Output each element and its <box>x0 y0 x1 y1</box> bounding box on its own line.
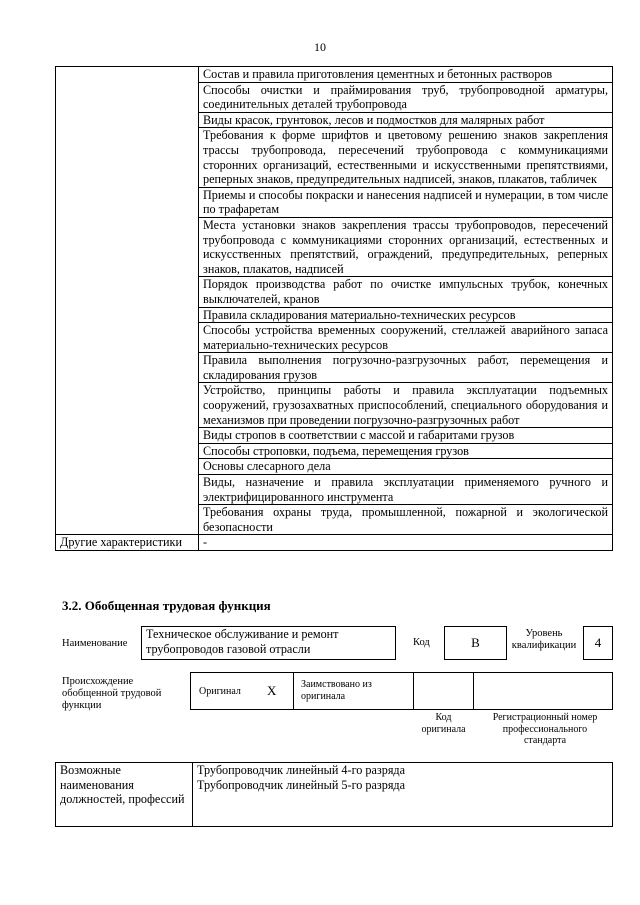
requirement-text: Требования к форме шрифтов и цветовому решению знаков закрепления трассы трубопровода, пересечений трубопровода с коммуникациями сторонних организаций, естественными и искусственными препятствиями, реперных знаков, предупредительных надписей, знаков, плакатов, табличек <box>199 128 613 187</box>
code-label: Код <box>413 637 430 648</box>
borrowed-label: Заимствовано из оригинала <box>301 679 372 702</box>
requirement-text: Способы строповки, подъема, перемещения грузов <box>199 443 613 459</box>
requirement-row <box>56 67 613 83</box>
requirement-text: Основы слесарного дела <box>199 459 613 475</box>
requirement-text: Способы устройства временных сооружений, стеллажей аварийного запаса материально-технических ресурсов <box>199 323 613 353</box>
position-item: Трубопроводчик линейный 4-го разряда <box>197 763 406 777</box>
knowledge-requirements-table <box>55 66 613 551</box>
other-characteristics-label: Другие характеристики <box>56 535 199 551</box>
other-characteristics-value: - <box>199 535 613 551</box>
positions-label: Возможные наименования должностей, профессий <box>56 763 193 827</box>
requirements-label-cell <box>56 67 199 535</box>
registration-number-box <box>473 672 613 710</box>
level-value-box <box>583 626 613 660</box>
requirement-text: Приемы и способы покраски и нанесения надписей и нумерации, в том числе по трафаретам <box>199 187 613 217</box>
borrowed-box <box>293 672 414 710</box>
original-label: Оригинал <box>199 686 241 697</box>
original-code-caption: Код оригинала <box>421 712 466 735</box>
requirement-text: Места установки знаков закрепления трассы трубопроводов, пересечений трубопровода с коммуникациями сторонних организаций, естественных и искусственных препятствий, ограждений, предупредительных, реперных знаков, плакатов, надписей <box>199 217 613 276</box>
requirement-text: Порядок производства работ по очистке импульсных трубок, конечных выключателей, кранов <box>199 277 613 307</box>
requirement-text: Правила выполнения погрузочно-разгрузочных работ, перемещения и складирования грузов <box>199 353 613 383</box>
name-label: Наименование <box>62 638 128 649</box>
positions-table <box>55 762 613 827</box>
original-box <box>190 672 294 710</box>
function-name-value: Техническое обслуживание и ремонт трубопроводов газовой отрасли <box>146 627 339 656</box>
page-number: 10 <box>314 40 326 54</box>
requirement-text: Виды, назначение и правила эксплуатации применяемого ручного и электрифицированного инструмента <box>199 475 613 505</box>
original-mark: X <box>267 683 277 698</box>
section-heading: 3.2. Обобщенная трудовая функция <box>62 598 271 613</box>
original-code-box <box>413 672 474 710</box>
requirement-text: Виды стропов в соответствии с массой и габаритами грузов <box>199 428 613 444</box>
requirement-text: Требования охраны труда, промышленной, пожарной и экологической безопасности <box>199 505 613 535</box>
function-name-box <box>141 626 396 660</box>
registration-number-caption: Регистрационный номер профессионального стандарта <box>492 712 598 746</box>
requirement-text: Правила складирования материально-технических ресурсов <box>199 307 613 323</box>
code-value-box <box>444 626 507 660</box>
other-characteristics-row <box>56 535 613 551</box>
code-value: B <box>471 635 480 650</box>
requirement-text: Устройство, принципы работы и правила эксплуатации подъемных сооружений, грузозахватных приспособлений, специального оборудования и механизмов при проведении погрузочно-разгрузочных работ <box>199 383 613 428</box>
positions-values <box>193 763 613 827</box>
requirement-text: Способы очистки и праймирования труб, трубопроводной арматуры, соединительных деталей трубопровода <box>199 82 613 112</box>
position-item: Трубопроводчик линейный 5-го разряда <box>197 777 406 792</box>
requirement-text: Состав и правила приготовления цементных и бетонных растворов <box>199 67 613 83</box>
level-label: Уровень квалификации <box>511 628 577 651</box>
origin-label: Происхождение обобщенной трудовой функции <box>62 676 162 711</box>
level-value: 4 <box>594 635 602 650</box>
requirement-text: Виды красок, грунтовок, лесов и подмостков для малярных работ <box>199 112 613 128</box>
